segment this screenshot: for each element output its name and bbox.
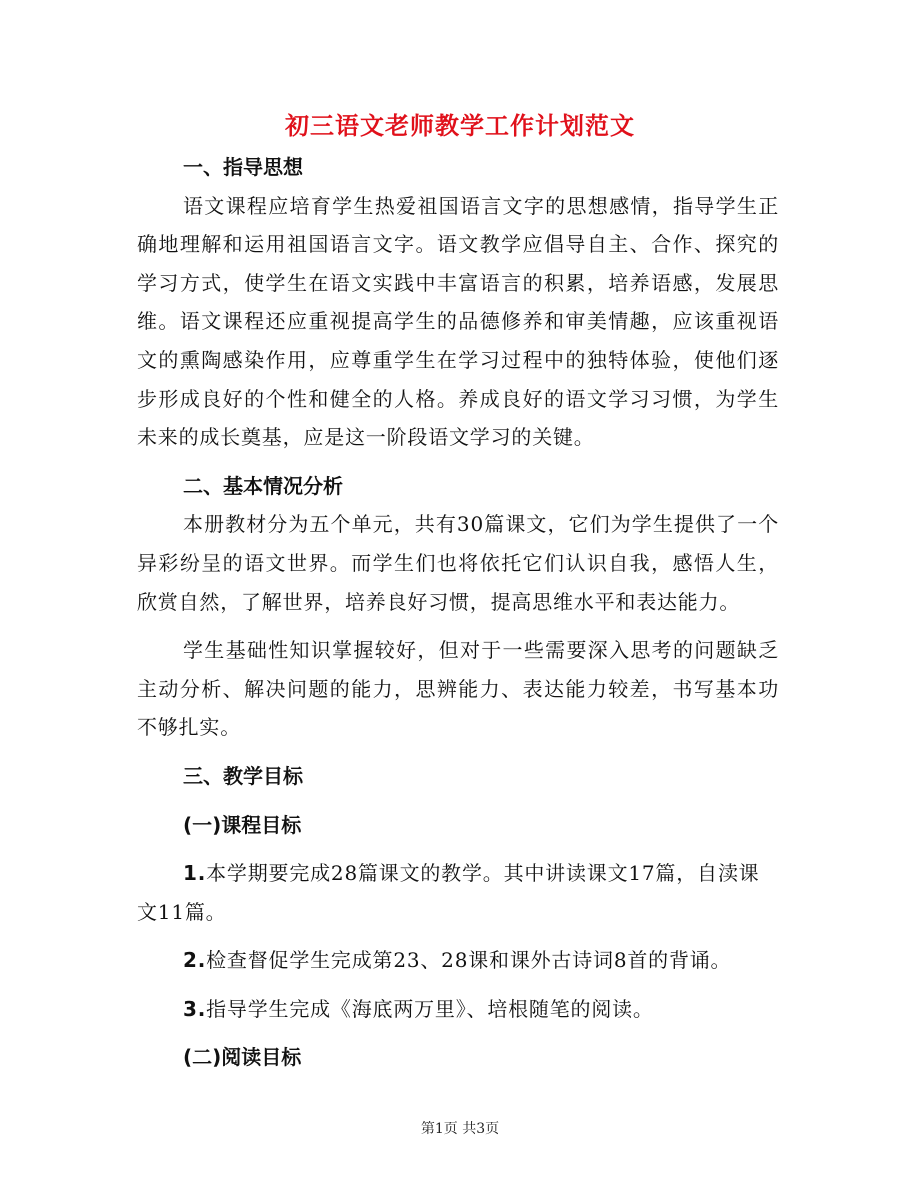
- section-heading-guiding-thought: 一、指导思想: [183, 155, 303, 179]
- section-heading-situation-analysis: 二、基本情况分析: [183, 473, 343, 498]
- list-item-goal-3: [137, 990, 779, 1029]
- list-item-number: 1.: [183, 861, 207, 886]
- list-item-number: 2.: [183, 948, 207, 973]
- subsection-heading-course-goals: (一)课程目标: [183, 812, 302, 837]
- list-item-number: 3.: [183, 996, 207, 1021]
- page-footer: 第1页 共3页: [420, 1121, 500, 1137]
- list-item-text: 指导学生完成《海底两万里》、培根随笔的阅读。: [206, 996, 654, 1021]
- list-item-goal-1: [137, 854, 779, 931]
- list-item-text: 本学期要完成28篇课文的教学。其中讲读课文17篇，自渎课文11篇。: [137, 861, 760, 924]
- paragraph-student-analysis: 学生基础性知识掌握较好，但对于一些需要深入思考的问题缺乏主动分析、解决问题的能力，思辨能力、表达能力较差，书写基本功不够扎实。: [137, 638, 779, 740]
- list-item-goal-2: [137, 941, 779, 980]
- subsection-heading-reading-goals: (二)阅读目标: [183, 1045, 302, 1070]
- paragraph-textbook-overview: 本册教材分为五个单元，共有30篇课文，它们为学生提供了一个异彩纷呈的语文世界。而学生们也将依托它们认识自我，感悟人生，欣赏自然，了解世界，培养良好习惯，提高思维水平和表达能力。: [137, 512, 779, 614]
- section-heading-teaching-goals: 三、教学目标: [183, 763, 303, 788]
- document-title: 初三语文老师教学工作计划范文: [285, 112, 635, 140]
- list-item-text: 检查督促学生完成第23、28课和课外古诗词8首的背诵。: [206, 948, 732, 973]
- document-body: [137, 148, 779, 1077]
- paragraph-guiding-thought: 语文课程应培育学生热爱祖国语言文字的思想感情，指导学生正确地理解和运用祖国语言文字。语文教学应倡导自主、合作、探究的学习方式，使学生在语文实践中丰富语言的积累，培养语感，发展思维。语文课程还应重视提高学生的品德修养和审美情趣，应该重视语文的熏陶感染作用，应尊重学生在学习过程中的独特体验，使他们逐步形成良好的个性和健全的人格。养成良好的语文学习习惯，为学生未来的成长奠基，应是这一阶段语文学习的关键。: [137, 193, 779, 450]
